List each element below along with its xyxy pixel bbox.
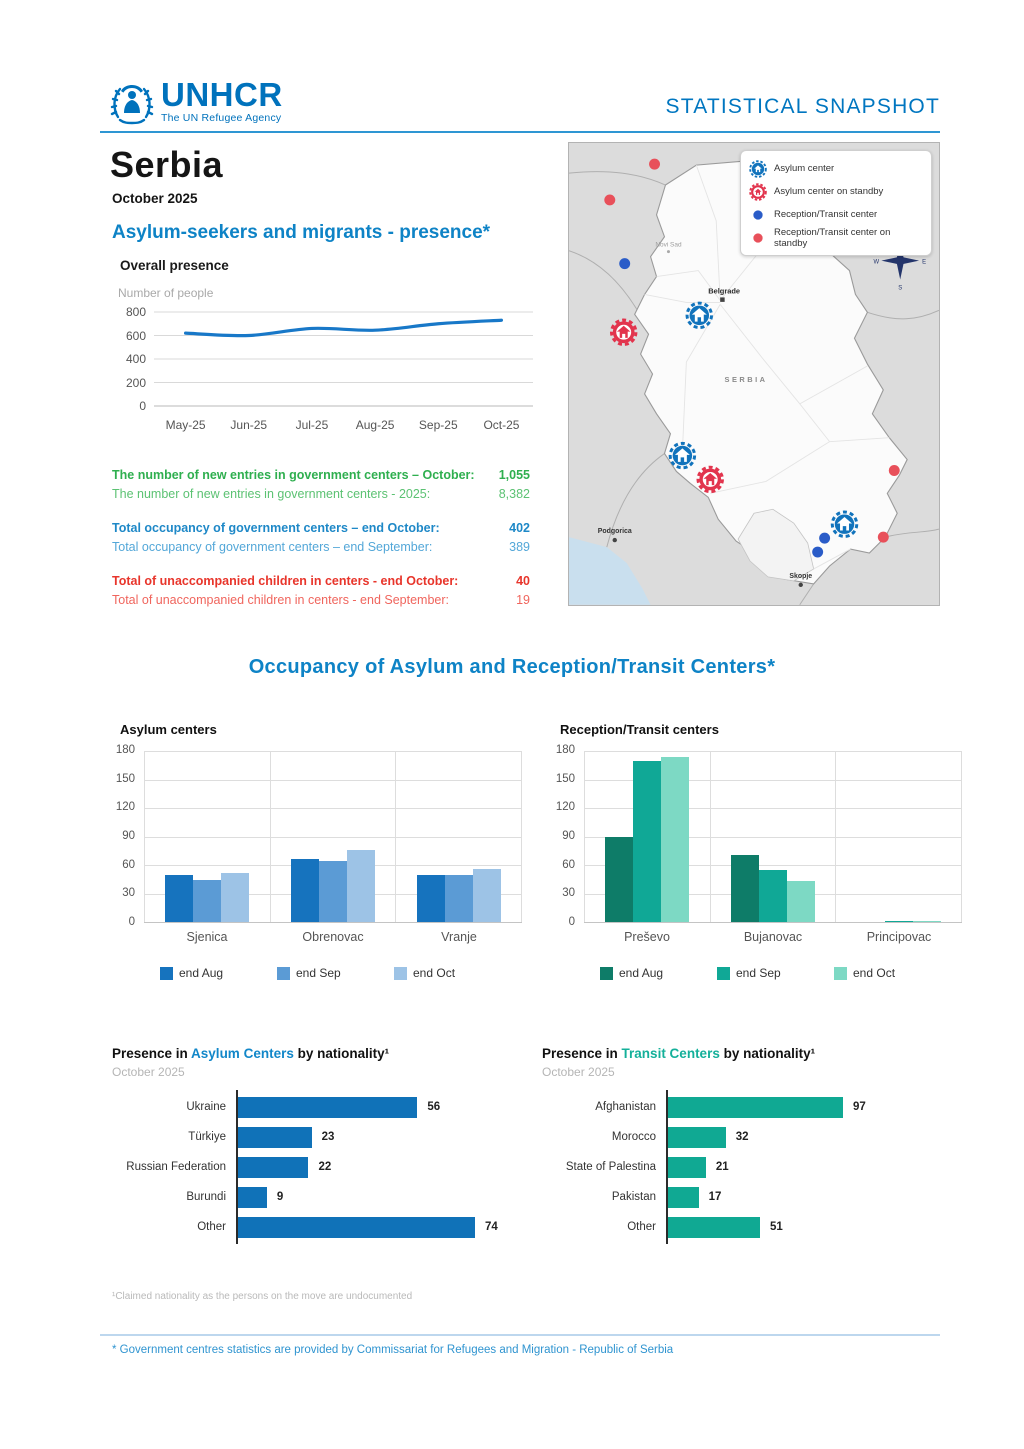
legend-item-end-aug	[160, 966, 277, 980]
asylum-nationality-chart	[112, 1046, 548, 1244]
legend-label: end Aug	[619, 966, 664, 980]
bar-obrenovac-end-oct	[347, 850, 375, 922]
row-other	[197, 1212, 548, 1242]
unhcr-logo	[108, 78, 283, 126]
stat-children-september	[112, 591, 530, 610]
serbia-map	[568, 142, 940, 606]
y-tick-label: 0	[568, 916, 575, 928]
bar-other	[238, 1217, 475, 1238]
bar-value: 32	[735, 1131, 749, 1143]
bars	[565, 1090, 978, 1244]
y-tick-label: 800	[125, 305, 146, 319]
bars	[126, 1090, 548, 1244]
category-label: Russian Federation	[126, 1161, 226, 1173]
bar-value: 56	[427, 1101, 441, 1113]
y-tick-label: 0	[139, 399, 146, 413]
unhcr-emblem-icon	[108, 78, 156, 126]
highlight-text: Transit Centers	[621, 1046, 720, 1061]
row-afghanistan	[595, 1092, 978, 1122]
bar-value: 21	[715, 1161, 729, 1173]
stat-value: 19	[516, 593, 530, 607]
chart-legend	[160, 966, 522, 980]
legend-item-end-oct	[834, 966, 951, 980]
y-axis	[552, 744, 584, 928]
category-vranje	[395, 751, 522, 922]
category-label: Burundi	[186, 1191, 226, 1203]
bar-value: 74	[485, 1221, 498, 1233]
legend-swatch	[834, 967, 847, 980]
bar-vranje-end-sep	[445, 875, 473, 923]
stat-label: Total of unaccompanied children in centers - end October:	[112, 574, 459, 588]
bar-value: 17	[708, 1191, 722, 1203]
stat-label: Total occupancy of government centers – end October:	[112, 521, 440, 535]
bar-value: 9	[276, 1191, 284, 1203]
footnote-source: * Government centres statistics are provided by Commissariat for Refugees and Migration - Republic of Serbia	[112, 1344, 674, 1356]
y-tick-label: 120	[115, 801, 135, 814]
bar-pakistan	[668, 1187, 699, 1208]
x-tick-label: Oct-25	[483, 418, 520, 432]
chart-subtitle: October 2025	[542, 1065, 615, 1079]
brand-name: UNHCR	[161, 76, 283, 113]
row-morocco	[611, 1122, 978, 1152]
stat-value: 8,382	[498, 487, 530, 501]
x-tick-label: Preševo	[624, 930, 670, 944]
legend-asylum-center	[748, 157, 924, 180]
category-label: Morocco	[611, 1131, 656, 1143]
bar-sjenica-end-oct	[221, 873, 249, 922]
x-tick-label: Jul-25	[295, 418, 329, 432]
reception-standby-marker	[604, 194, 615, 205]
bar-burundi	[238, 1187, 267, 1208]
country-label: SERBIA	[724, 374, 768, 384]
svg-text:W: W	[873, 259, 880, 266]
bar-bujanovac-end-oct	[787, 881, 815, 922]
legend-swatch	[277, 967, 290, 980]
bar-value: 97	[853, 1101, 866, 1113]
y-tick-label: 180	[115, 744, 135, 756]
x-tick-label: Aug-25	[355, 418, 395, 432]
bar-value: 23	[321, 1131, 335, 1143]
x-axis	[154, 418, 533, 432]
legend-swatch	[394, 967, 407, 980]
svg-text:E: E	[922, 259, 927, 266]
category-label: Other	[197, 1221, 226, 1233]
transit-nationality-chart	[542, 1046, 978, 1244]
report-period: October 2025	[112, 191, 198, 206]
stat-label: Total of unaccompanied children in centers - end September:	[112, 593, 449, 607]
x-tick-label: Principovac	[866, 930, 932, 944]
bar-sjenica-end-aug	[165, 875, 193, 923]
reception-transit-centers-chart	[552, 722, 962, 980]
plot-area	[144, 751, 522, 923]
podgorica-label: Podgorica	[597, 528, 632, 536]
novi-sad-label: Novi Sad	[655, 241, 682, 249]
category-label: State of Palestina	[565, 1161, 656, 1173]
y-tick-label: 90	[562, 830, 575, 842]
category-label: Afghanistan	[595, 1101, 656, 1113]
reception-marker	[619, 258, 630, 269]
category-obrenovac	[270, 751, 396, 922]
legend-item-end-sep	[717, 966, 834, 980]
legend-item-end-oct	[394, 966, 511, 980]
legend-label: end Sep	[296, 966, 341, 980]
belgrade-marker	[720, 297, 724, 301]
legend-label: Reception/Transit center	[774, 209, 878, 220]
category-label: Ukraine	[186, 1101, 226, 1113]
key-figures	[112, 466, 530, 610]
chart-subtitle: October 2025	[112, 1065, 185, 1079]
stat-occupancy-september	[112, 538, 530, 557]
chart-legend	[600, 966, 962, 980]
bar-principovac-end-oct	[913, 921, 941, 922]
chart-title: Overall presence	[120, 258, 229, 273]
map-legend	[740, 150, 932, 256]
plot-area	[584, 751, 962, 923]
y-tick-label: 600	[125, 328, 146, 343]
presence-line	[154, 307, 533, 411]
y-tick-label: 180	[555, 744, 575, 756]
chart-title: Asylum centers	[120, 722, 217, 737]
y-axis	[112, 744, 144, 928]
row-other	[627, 1212, 978, 1242]
x-tick-label: Sjenica	[186, 930, 228, 944]
legend-item-end-sep	[277, 966, 394, 980]
x-tick-label: Vranje	[441, 930, 477, 944]
bar-vranje-end-oct	[473, 869, 501, 922]
y-tick-label: 200	[125, 375, 146, 390]
reception-center-standby-icon	[748, 228, 768, 248]
reception-marker	[819, 533, 830, 544]
category-label: Pakistan	[611, 1191, 656, 1203]
category-principovac	[835, 751, 962, 922]
legend-reception-center-standby	[748, 226, 924, 249]
bar-t-rkiye	[238, 1127, 312, 1148]
stat-label: Total occupancy of government centers – end September:	[112, 540, 433, 554]
asylum-centers-chart	[112, 722, 522, 980]
legend-label: end Sep	[736, 966, 781, 980]
page-title: Serbia	[110, 144, 224, 185]
bar-sjenica-end-sep	[193, 880, 221, 922]
legend-swatch	[600, 967, 613, 980]
bar-russian-federation	[238, 1157, 308, 1178]
stat-new-entries-october	[112, 466, 530, 485]
asylum-center-standby-icon	[748, 182, 768, 202]
y-tick-label: 30	[122, 887, 135, 900]
reception-standby-marker	[889, 465, 900, 476]
asylum-center-icon	[748, 159, 768, 179]
chart-title: Presence in Asylum Centers by nationality¹	[112, 1046, 390, 1061]
bar-principovac-end-sep	[885, 921, 913, 922]
category-label: Türkiye	[188, 1131, 226, 1143]
footnote-claimed-nationality: ¹Claimed nationality as the persons on the move are undocumented	[112, 1291, 413, 1302]
occupancy-section-heading: Occupancy of Asylum and Reception/Transit Centers*	[248, 656, 776, 678]
legend-label: end Aug	[179, 966, 224, 980]
row-state-of-palestina	[565, 1152, 978, 1182]
legend-label: Asylum center	[774, 163, 835, 174]
y-tick-label: 60	[122, 858, 135, 871]
legend-item-end-aug	[600, 966, 717, 980]
belgrade-label: Belgrade	[708, 286, 741, 296]
stat-value: 1,055	[498, 468, 530, 482]
bar-bujanovac-end-sep	[759, 870, 787, 922]
y-tick-label: 30	[562, 887, 575, 900]
reception-standby-marker	[878, 532, 889, 543]
stat-occupancy-october	[112, 519, 530, 538]
presence-section-heading: Asylum-seekers and migrants - presence*	[112, 222, 491, 243]
svg-text:S: S	[898, 285, 903, 292]
x-tick-label: Bujanovac	[743, 930, 803, 944]
brand-tagline: The UN Refugee Agency	[161, 112, 282, 124]
chart-title: Reception/Transit centers	[560, 722, 719, 737]
y-tick-label: 400	[125, 352, 146, 366]
row-russian-federation	[126, 1152, 548, 1182]
y-tick-label: 150	[115, 772, 135, 785]
bar-ukraine	[238, 1097, 417, 1118]
chart-title: Presence in Transit Centers by nationality¹	[542, 1046, 816, 1061]
legend-asylum-center-standby	[748, 180, 924, 203]
bar-afghanistan	[668, 1097, 843, 1118]
bar-pre-evo-end-aug	[605, 837, 633, 923]
y-tick-label: 90	[122, 830, 135, 842]
bar-state-of-palestina	[668, 1157, 706, 1178]
footer-divider	[100, 1334, 940, 1336]
bar-vranje-end-aug	[417, 875, 445, 922]
stat-new-entries-2025	[112, 485, 530, 504]
stat-label: The number of new entries in government centers – October:	[112, 468, 475, 482]
category-sjenica	[144, 751, 270, 922]
legend-reception-center	[748, 203, 924, 226]
bar-pre-evo-end-sep	[633, 761, 661, 923]
document-title: STATISTICAL SNAPSHOT	[665, 95, 940, 118]
plot-area	[154, 307, 533, 411]
y-axis	[118, 307, 154, 411]
x-tick-label: Obrenovac	[302, 930, 364, 944]
row-burundi	[186, 1182, 548, 1212]
x-tick-label: Jun-25	[230, 418, 268, 432]
legend-swatch	[717, 967, 730, 980]
highlight-text: Asylum Centers	[191, 1046, 294, 1061]
y-tick-label: 60	[562, 858, 575, 871]
legend-swatch	[160, 967, 173, 980]
bar-other	[668, 1217, 760, 1238]
stat-label: The number of new entries in government centers - 2025:	[112, 487, 431, 501]
y-tick-label: 150	[555, 772, 575, 785]
bar-obrenovac-end-sep	[319, 861, 347, 922]
reception-marker	[812, 547, 823, 558]
skopje-label: Skopje	[789, 572, 813, 580]
reception-standby-marker	[649, 159, 660, 170]
category-label: Other	[627, 1221, 656, 1233]
y-tick-label: 120	[555, 801, 575, 814]
category-pre-evo	[584, 751, 710, 922]
x-tick-label: Sep-25	[418, 418, 458, 432]
stat-value: 402	[509, 521, 530, 535]
x-axis	[584, 930, 962, 944]
header-divider	[100, 131, 940, 133]
bar-morocco	[668, 1127, 726, 1148]
y-tick-label: 0	[128, 916, 135, 928]
x-tick-label: May-25	[165, 418, 206, 432]
overall-presence-chart	[118, 258, 533, 432]
row-pakistan	[611, 1182, 978, 1212]
legend-label: end Oct	[853, 966, 896, 980]
stat-value: 389	[509, 540, 530, 554]
bar-pre-evo-end-oct	[661, 757, 689, 922]
bar-bujanovac-end-aug	[731, 855, 759, 922]
legend-label: Reception/Transit center on standby	[774, 226, 891, 249]
y-axis-label: Number of people	[118, 286, 214, 300]
row-ukraine	[186, 1092, 548, 1122]
presence-line-series	[186, 320, 502, 335]
legend-label: end Oct	[413, 966, 456, 980]
x-axis	[144, 930, 522, 944]
legend-label: Asylum center on standby	[774, 186, 884, 197]
stat-value: 40	[516, 574, 530, 588]
category-bujanovac	[710, 751, 836, 922]
bar-value: 22	[318, 1161, 332, 1173]
stat-children-october	[112, 572, 530, 591]
bar-obrenovac-end-aug	[291, 859, 319, 922]
row-t-rkiye	[188, 1122, 548, 1152]
bar-value: 51	[770, 1221, 783, 1233]
reception-center-icon	[748, 205, 768, 225]
